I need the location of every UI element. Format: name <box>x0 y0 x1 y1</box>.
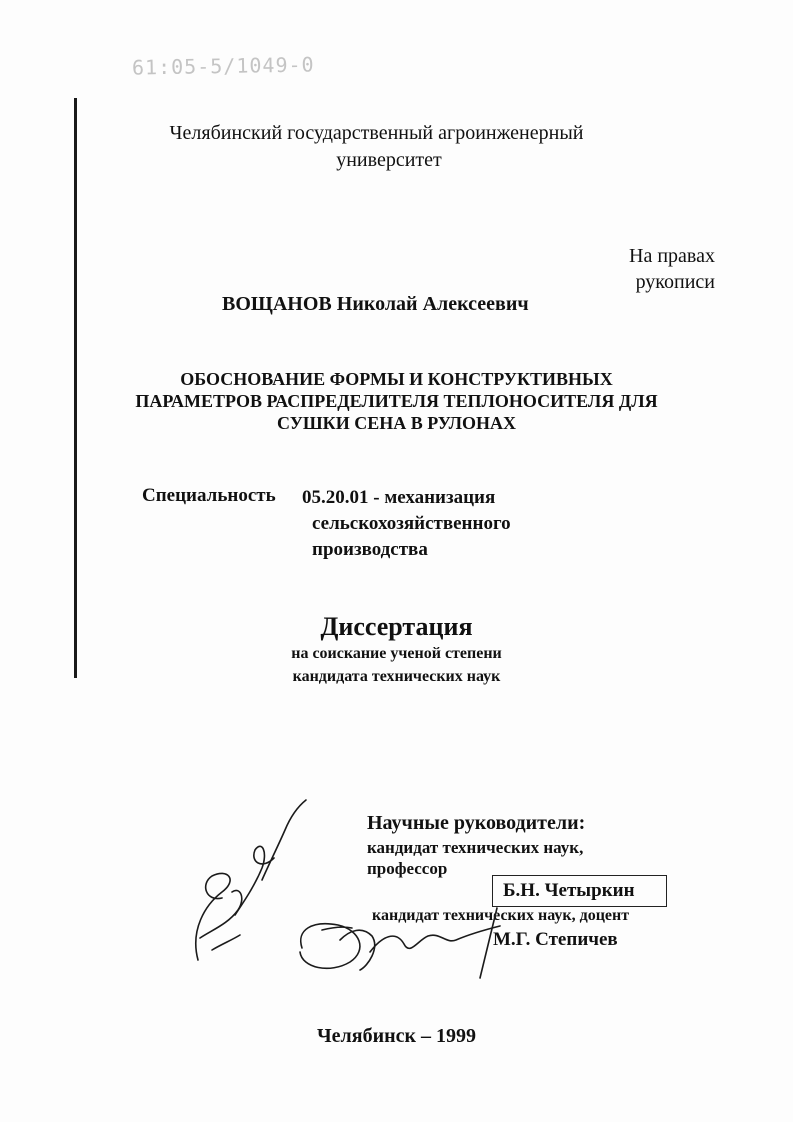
degree-line-2: кандидата технических наук <box>292 668 501 685</box>
dissertation-heading: Диссертация <box>320 612 473 641</box>
rights-line-2: рукописи <box>635 271 715 293</box>
author-signature-stroke-5 <box>212 935 240 950</box>
title-line-1: ОБОСНОВАНИЕ ФОРМЫ И КОНСТРУКТИВНЫХ <box>180 369 613 389</box>
author-signature-stroke-2 <box>200 890 242 938</box>
author-signature-stroke-4 <box>262 800 306 880</box>
supervisor-signature-stroke-2 <box>340 930 375 970</box>
city-year: Челябинск – 1999 <box>316 1025 477 1047</box>
specialty-label: Специальность <box>142 485 276 506</box>
supervisor-signature-stroke-1 <box>300 924 360 969</box>
supervisors-heading: Научные руководители: <box>367 812 586 834</box>
archive-stamp: 61:05-5/1049-0 <box>131 52 315 80</box>
supervisor-1-name: Б.Н. Четыркин <box>492 875 667 907</box>
supervisor-1-degree: кандидат технических наук, <box>367 838 584 857</box>
thesis-title <box>0 368 793 434</box>
rights-line-1: На правах <box>629 245 715 267</box>
title-line-2: ПАРАМЕТРОВ РАСПРЕДЕЛИТЕЛЯ ТЕПЛОНОСИТЕЛЯ ДЛЯ <box>135 391 658 411</box>
supervisor-2-name: М.Г. Степичев <box>493 929 618 950</box>
author-signature-stroke-3 <box>235 846 274 915</box>
specialty-line-3: производства <box>312 539 428 560</box>
title-line-3: СУШКИ СЕНА В РУЛОНАХ <box>276 413 517 433</box>
author-signature-stroke-1 <box>196 873 230 960</box>
university-name <box>0 120 793 174</box>
manuscript-rights <box>560 243 715 295</box>
specialty-line-2: сельскохозяйственного <box>312 513 511 534</box>
supervisor-signature-stroke-3 <box>370 926 500 952</box>
specialty-value <box>302 485 511 563</box>
supervisor-1-rank: профессор <box>367 859 448 878</box>
author-name: ВОЩАНОВ Николай Алексеевич <box>222 293 529 315</box>
specialty-line-1: 05.20.01 - механизация <box>302 487 496 508</box>
dissertation-degree <box>0 642 793 688</box>
supervisor-2-degree: кандидат технических наук, доцент <box>372 907 630 924</box>
supervisor-signature-stroke-5 <box>322 927 352 930</box>
degree-line-1: на соискание ученой степени <box>291 645 502 662</box>
university-line-1: Челябинский государственный агроинженерный <box>169 122 584 144</box>
university-line-2: университет <box>336 149 442 171</box>
